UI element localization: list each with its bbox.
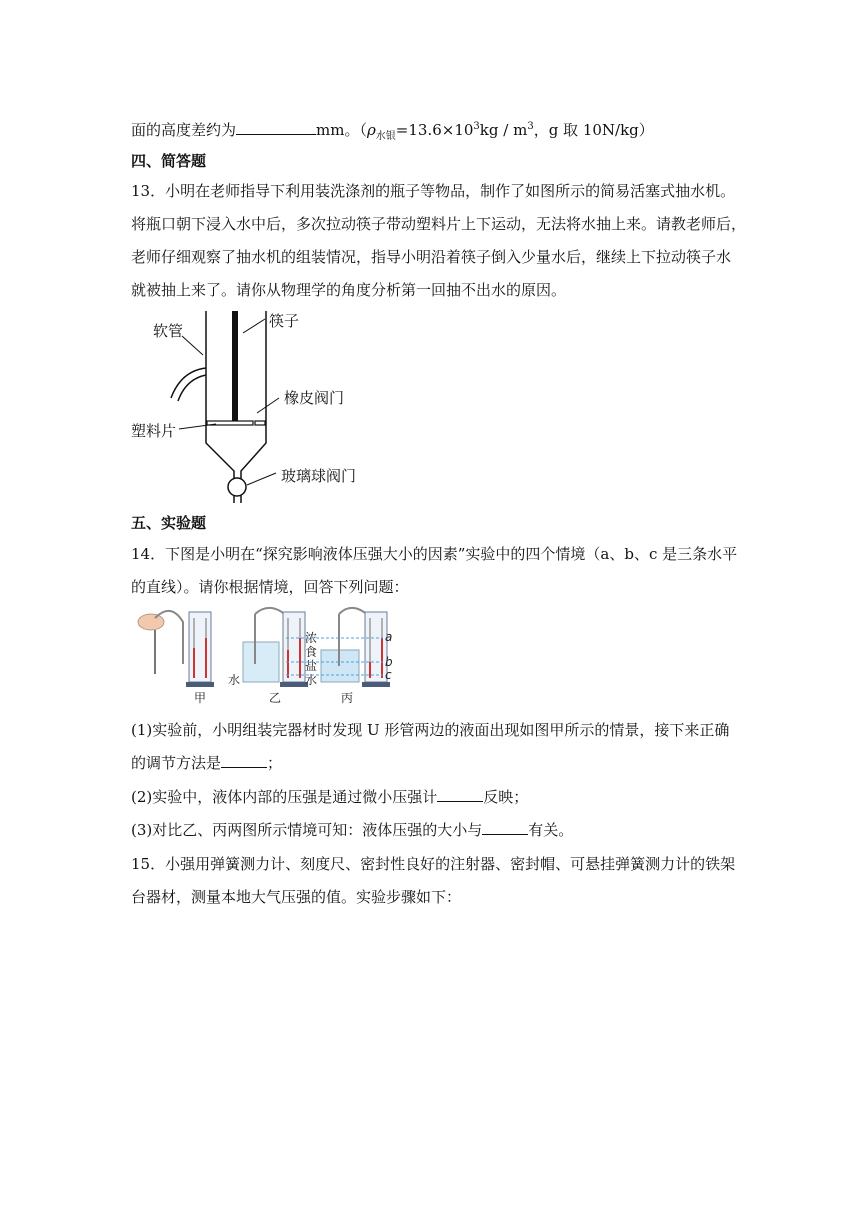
brine-char-3: 盐	[305, 659, 318, 673]
unit-exponent: 3	[527, 121, 534, 132]
hose-leader	[182, 336, 203, 355]
q15-line-2: 台器材，测量本地大气压强的值。实验步骤如下：	[131, 888, 462, 906]
q14-sub1-end: ；	[267, 754, 283, 772]
utube-board-jia	[189, 612, 211, 682]
glass-valve-label: 玻璃球阀门	[281, 467, 357, 485]
exponent: 3	[473, 121, 480, 132]
q14-sub3-text: (3)对比乙、丙两图所示情境可知：液体压强的大小与	[131, 821, 483, 839]
water-label: 水	[228, 673, 241, 687]
chopstick	[232, 311, 238, 421]
q14-sub3-line	[131, 820, 573, 840]
bottle-right-wall	[241, 311, 266, 503]
q14-sub2-line	[131, 787, 528, 807]
utube-board-yi	[283, 612, 305, 682]
q14-sub1-line-1: (1)实验前，小明组装完器材时发现 U 形管两边的液面出现如图甲所示的情景，接下来正确	[131, 721, 730, 739]
q14-sub1-text: 的调节方法是	[131, 754, 222, 772]
plastic-leader	[179, 424, 216, 429]
utube-board-bing	[365, 612, 387, 682]
label-c: c	[385, 668, 392, 682]
rho-subscript: 水银	[375, 131, 396, 142]
section-4-heading: 四、简答题	[131, 152, 207, 170]
q13-line-3: 老师仔细观察了抽水机的组装情况，指导小明沿着筷子倒入少量水后，继续上下拉动筷子水	[131, 248, 732, 266]
brine-char-2: 食	[305, 645, 318, 659]
q14-sub2-text: (2)实验中，液体内部的压强是通过微小压强计	[131, 788, 438, 806]
glass-valve-leader	[247, 473, 276, 485]
setup-bing	[305, 608, 393, 705]
g-value: ，g 取 10N/kg）	[533, 121, 654, 139]
setup-yi	[228, 608, 308, 705]
label-bing: 丙	[341, 691, 354, 705]
chopstick-leader	[243, 319, 265, 333]
q13-line-4: 就被抽上来了。请你从物理学的角度分析第一回抽不出水的原因。	[131, 281, 567, 299]
q13-line-1: 13．小明在老师指导下利用装洗涤剂的瓶子等物品，制作了如图所示的简易活塞式抽水机。	[131, 182, 736, 200]
q12-answer-blank[interactable]	[236, 120, 316, 135]
base-bing	[362, 682, 390, 687]
bottle-left-wall	[206, 311, 234, 503]
density-value: =13.6×10	[395, 121, 474, 139]
rubber-valve-label: 橡皮阀门	[284, 389, 345, 407]
hose-label: 软管	[153, 322, 184, 340]
rubber-valve	[255, 421, 265, 425]
q14-sub2-end: 反映；	[483, 788, 529, 806]
label-jia: 甲	[194, 691, 207, 705]
label-a: a	[385, 630, 393, 644]
chopstick-label: 筷子	[269, 312, 300, 330]
brine-char-1: 浓	[305, 631, 318, 645]
q12-tail-line	[131, 117, 654, 147]
beaker-yi	[243, 642, 279, 682]
plastic-label: 塑料片	[131, 422, 177, 440]
pressure-experiment-figure	[131, 604, 401, 708]
brine-char-4: 水	[305, 673, 318, 687]
q14-sub2-blank[interactable]	[437, 787, 483, 802]
q14-line-2: 的直线）。请你根据情境，回答下列问题：	[131, 578, 409, 596]
q14-sub3-end: 有关。	[528, 821, 574, 839]
rubber-valve-leader	[257, 398, 279, 413]
label-yi: 乙	[269, 691, 282, 705]
pump-diagram	[131, 303, 381, 511]
q14-line-1: 14．下图是小明在“探究影响液体压强大小的因素”实验中的四个情境（a、b、c 是三条水平	[131, 545, 738, 563]
base-yi	[280, 682, 308, 687]
q12-prefix: 面的高度差约为	[131, 121, 237, 139]
density-unit: kg / m	[479, 121, 528, 139]
q12-unit: mm。（	[316, 121, 367, 139]
q14-sub3-blank[interactable]	[482, 820, 528, 835]
base-jia	[186, 682, 214, 687]
q13-line-2: 将瓶口朝下浸入水中后，多次拉动筷子带动塑料片上下运动，无法将水抽上来。请教老师后，	[131, 215, 747, 233]
setup-jia	[138, 611, 214, 705]
q14-sub1-line-2	[131, 753, 282, 773]
q15-line-1: 15．小强用弹簧测力计、刻度尺、密封性良好的注射器、密封帽、可悬挂弹簧测力计的铁架	[131, 855, 736, 873]
rho-symbol: ρ	[366, 121, 376, 139]
section-5-heading: 五、实验题	[131, 514, 207, 532]
glass-ball	[228, 478, 246, 496]
q14-sub1-blank[interactable]	[221, 753, 267, 768]
hand	[138, 614, 164, 630]
label-b: b	[385, 655, 393, 669]
